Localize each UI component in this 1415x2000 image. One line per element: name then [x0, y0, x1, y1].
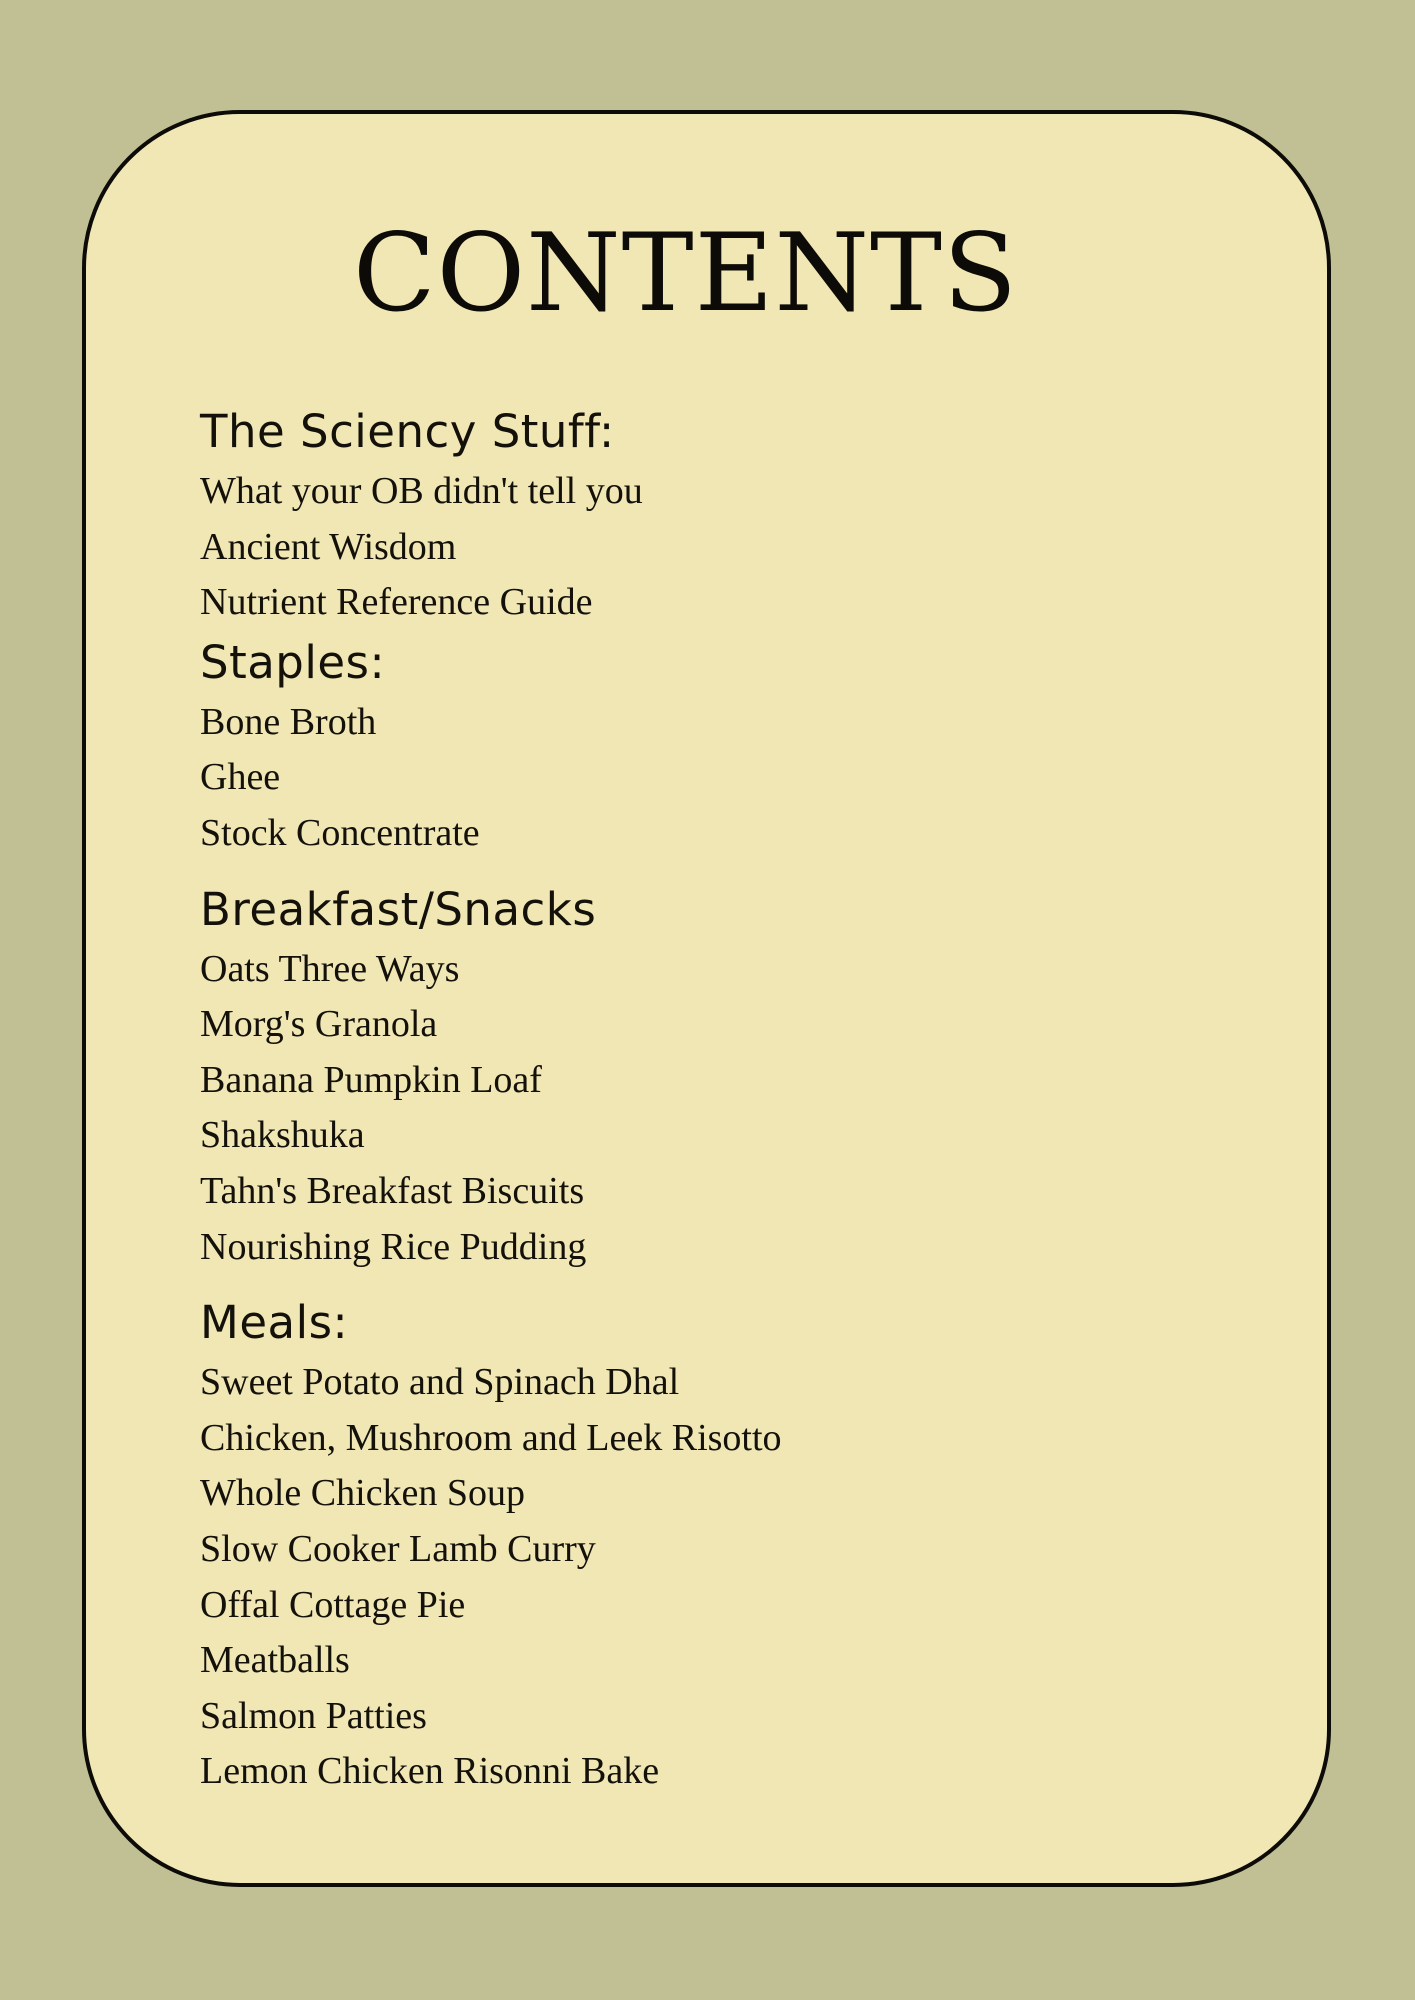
list-item: Banana Pumpkin Loaf [200, 1058, 542, 1101]
list-item: Shakshuka [200, 1114, 365, 1157]
section-staples [200, 631, 1100, 862]
list-item: Offal Cottage Pie [200, 1583, 466, 1626]
list-item: Ghee [200, 756, 281, 799]
list-item: Sweet Potato and Spinach Dhal [200, 1361, 680, 1404]
list-item: Morg's Granola [200, 1003, 438, 1046]
list-item: Lemon Chicken Risonni Bake [200, 1750, 660, 1793]
list-item: Whole Chicken Soup [200, 1472, 526, 1515]
list-item: Ancient Wisdom [200, 525, 457, 568]
list-item: Nourishing Rice Pudding [200, 1225, 587, 1268]
list-item: Tahn's Breakfast Biscuits [200, 1169, 585, 1212]
section-heading: Meals: [200, 1296, 349, 1350]
section-breakfast-snacks [200, 878, 1100, 1276]
list-item: Slow Cooker Lamb Curry [200, 1527, 596, 1570]
section-heading: The Sciency Stuff: [200, 405, 615, 458]
list-item: Stock Concentrate [200, 811, 480, 854]
section-heading: Breakfast/Snacks [200, 882, 597, 936]
section-sciency-stuff [200, 400, 1100, 631]
list-item: Bone Broth [200, 700, 377, 743]
list-item: Salmon Patties [200, 1694, 427, 1737]
section-meals [200, 1291, 1100, 1800]
list-item: What your OB didn't tell you [200, 470, 643, 512]
list-item: Nutrient Reference Guide [200, 581, 593, 624]
section-heading: Staples: [200, 635, 386, 689]
table-of-contents [200, 400, 1100, 1800]
page-title: CONTENTS [352, 211, 1019, 336]
list-item: Meatballs [200, 1639, 350, 1682]
list-item: Chicken, Mushroom and Leek Risotto [200, 1416, 782, 1459]
list-item: Oats Three Ways [200, 947, 460, 990]
